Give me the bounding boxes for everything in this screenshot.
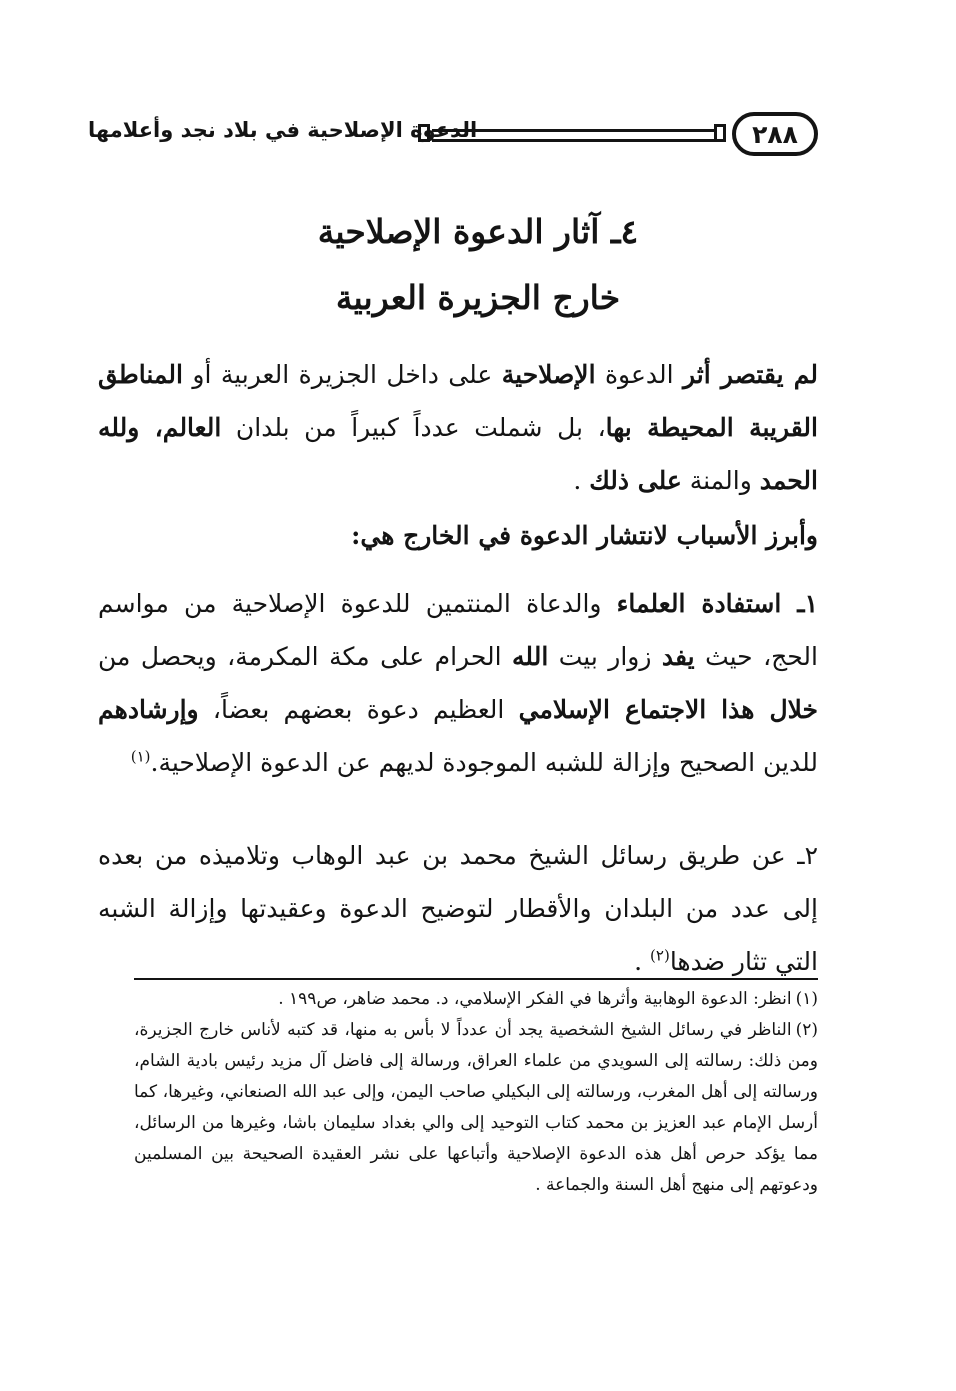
p3-part4: الحرام على مكة المكرمة، ويحصل من bbox=[98, 642, 513, 671]
p1-part5: والمنة bbox=[681, 466, 760, 495]
paragraph-reasons-heading bbox=[98, 509, 818, 562]
footnote-2-number: (٢) bbox=[795, 1020, 818, 1040]
p1-end: . bbox=[573, 466, 590, 495]
p3-lead: ١ـ استفادة العلماء bbox=[616, 589, 818, 618]
footnote-1-text: انظر: الدعوة الوهابية وأثرها في الفكر الإسلامي، د. محمد ضاهر، ص١٩٩ . bbox=[278, 989, 792, 1009]
p1-bold2: الإصلاحية bbox=[501, 360, 596, 389]
p1-part3: على داخل الجزيرة العربية أو bbox=[182, 360, 502, 389]
p1-bold4: العالم، ولله الحمد bbox=[98, 413, 818, 495]
paragraph-reason-2 bbox=[98, 829, 818, 988]
p4-text: ٢ـ عن طريق رسائل الشيخ محمد بن عبد الوهاب وتلاميذه من بعده إلى عدد من البلدان والأقطار لتوضيح الدعوة وعقيدتها وإزالة الشبه التي تثار ضدها bbox=[98, 841, 818, 976]
p3-part6: للدين الصحيح وإزالة للشبه الموجودة لديهم عن الدعوة الإصلاحية. bbox=[150, 748, 818, 777]
p1-part4: ، بل شملت عدداً كبيراً من بلدان bbox=[221, 413, 606, 442]
reasons-heading-text: وأبرز الأسباب لانتشار الدعوة في الخارج هي: bbox=[351, 521, 818, 550]
section-title-line2: خارج الجزيرة العربية bbox=[335, 278, 621, 317]
p4-end: . bbox=[634, 947, 651, 976]
footnote-2 bbox=[134, 1015, 818, 1201]
p3-part5: العظيم دعوة بعضهم بعضاً، bbox=[198, 695, 519, 724]
footnote-separator bbox=[134, 978, 818, 980]
p3-bold5: وإرشادهم bbox=[98, 695, 199, 724]
footnotes bbox=[134, 984, 818, 1201]
p3-part2: والدعاة المنتمين للدعوة الإصلاحية من مواسم الحج، حيث bbox=[98, 589, 818, 671]
running-header bbox=[88, 112, 818, 160]
p3-bold3: الله bbox=[512, 642, 549, 671]
p1-part2: الدعوة bbox=[595, 360, 684, 389]
paragraph-intro bbox=[98, 348, 818, 507]
section-title-line1: ٤ـ آثار الدعوة الإصلاحية bbox=[317, 212, 639, 251]
footnote-1 bbox=[134, 984, 818, 1015]
p3-bold2: يفد bbox=[661, 642, 695, 671]
p1-bold5: على ذلك bbox=[589, 466, 682, 495]
p1-lead: لم يقتصر أثر bbox=[683, 360, 818, 389]
footnote-ref-1: (١) bbox=[130, 747, 151, 766]
page-number-badge: ٢٨٨ bbox=[732, 112, 818, 156]
header-ornament-right bbox=[714, 124, 726, 142]
footnote-1-number: (١) bbox=[795, 989, 818, 1009]
footnote-2-text: الناظر في رسائل الشيخ الشخصية يجد أن عدداً لا بأس به منها، قد كتبه لأناس خارج الجزيرة، ومن ذلك: رسالته إلى السويدي من علماء العراق، ورسالة إلى فاضل آل مزيد رئيس بادية الشام، ورسالته إلى أهل المغرب، ورسالته إلى البكيلي صاحب اليمن، وإلى عبد الله الصنعاني، وغيرها، كما أرسل الإمام عبد العزيز بن محمد كتاب التوحيد إلى والي بغداد سليمان باشا، وغيرها من الرسائل، مما يؤكد حرص أهل هذه الدعوة الإصلاحية وأتباعها على نشر العقيدة الصحيحة بين المسلمين ودعوتهم إلى منهج أهل السنة والجماعة . bbox=[134, 1020, 818, 1195]
paragraph-reason-1 bbox=[98, 577, 818, 789]
footnote-ref-2: (٢) bbox=[650, 946, 670, 965]
running-title: الدعوة الإصلاحية في بلاد نجد وأعلامها bbox=[88, 118, 478, 142]
p3-bold4: خلال هذا الاجتماع الإسلامي bbox=[518, 695, 818, 724]
p3-part3: زوار بيت bbox=[548, 642, 662, 671]
p1-bold3: المناطق القريبة المحيطة بها bbox=[98, 360, 818, 442]
